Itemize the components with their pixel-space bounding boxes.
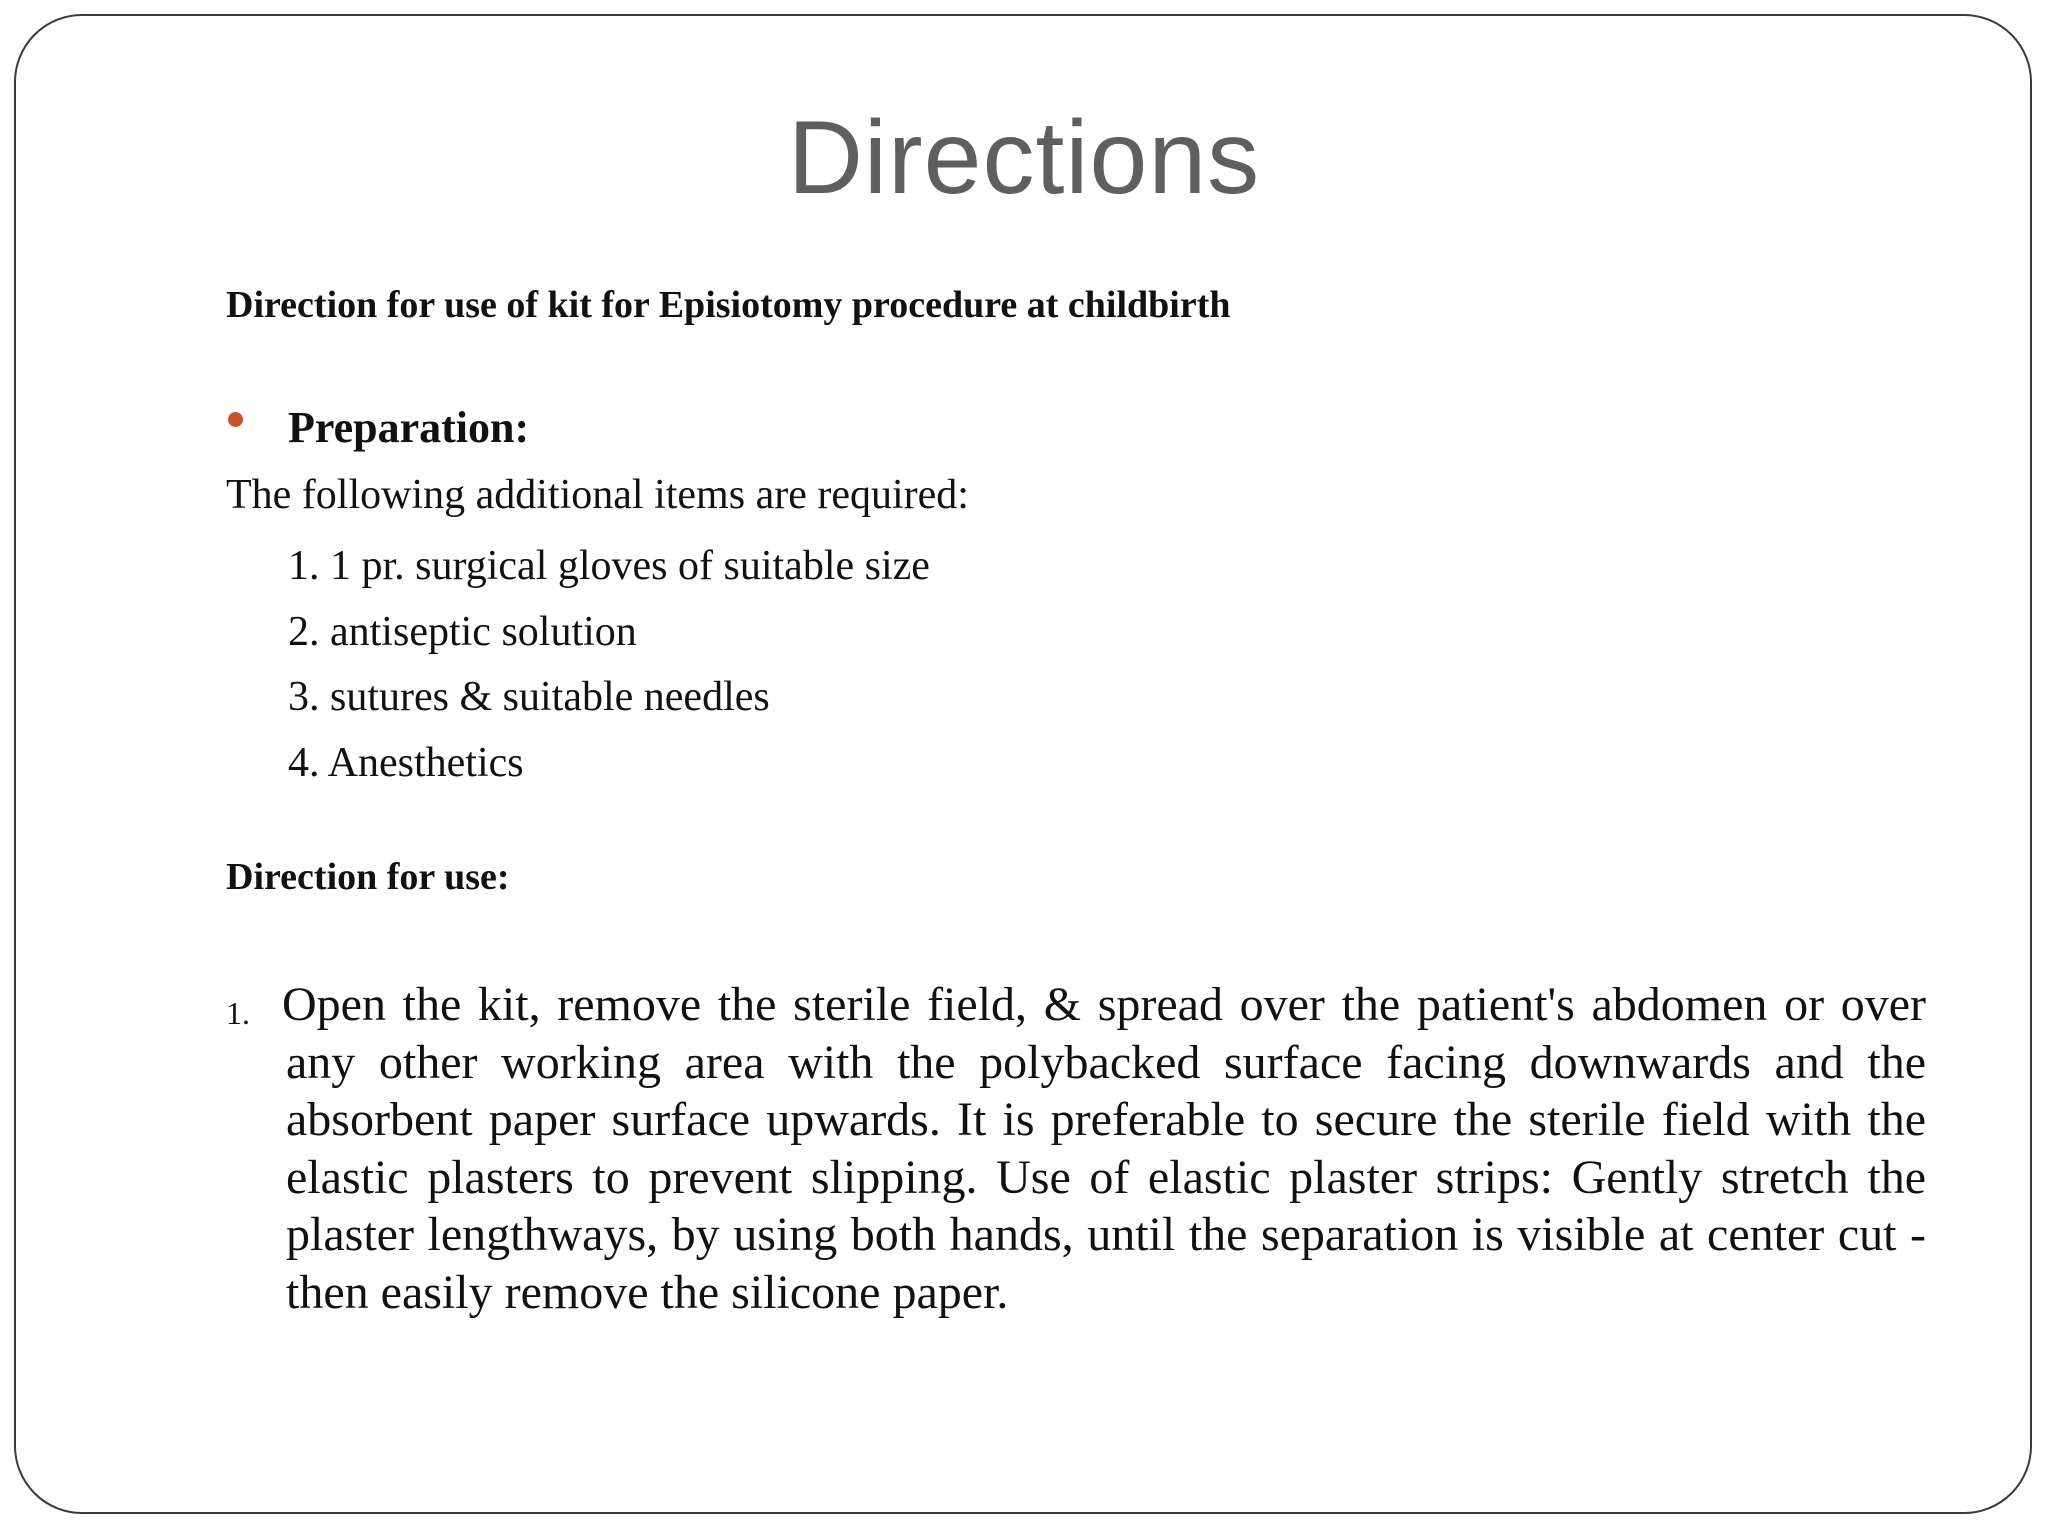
bullet-dot-icon <box>228 412 243 427</box>
step-text: Open the kit, remove the sterile field, & spread over the patient's abdomen or over any other working area with the polybacked surface facing downwards and the absorbent paper surface upwards. It is preferable to secure the sterile field with the elastic plasters to prevent slipping. Use of elastic plaster strips: Gently stretch the plaster lengthways, by using both hands, until the separation is visible at center cut - then easily remove the silicone paper. <box>282 978 1926 1319</box>
list-item: 4. Anesthetics <box>288 739 524 786</box>
slide-subtitle: Direction for use of kit for Episiotomy procedure at childbirth <box>226 284 1231 326</box>
preparation-heading: Preparation: <box>288 403 530 452</box>
list-item: 3. sutures & suitable needles <box>288 674 770 720</box>
direction-step <box>226 976 1926 1321</box>
required-items-list <box>288 534 930 796</box>
list-item: 1. 1 pr. surgical gloves of suitable size <box>288 543 930 589</box>
list-item: 2. antiseptic solution <box>288 608 637 655</box>
slide-title: Directions <box>787 100 1261 216</box>
direction-for-use-heading: Direction for use: <box>226 856 510 898</box>
step-number: 1. <box>226 995 250 1031</box>
preparation-intro: The following additional items are required: <box>226 472 969 518</box>
